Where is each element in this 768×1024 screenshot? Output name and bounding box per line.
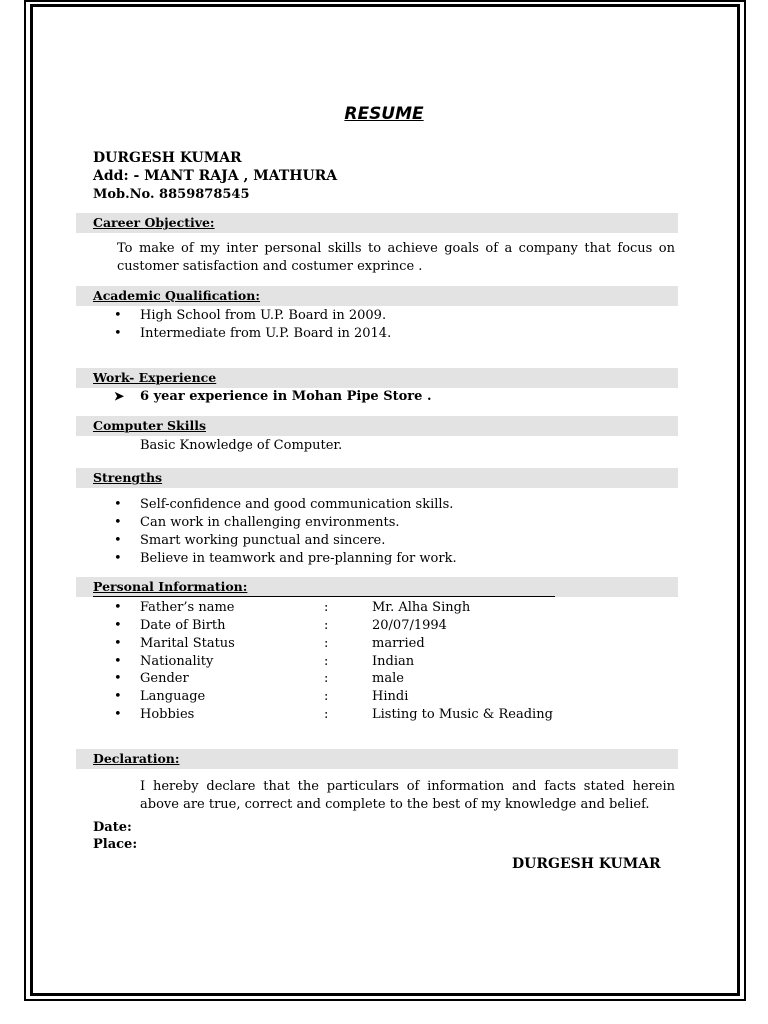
personal-info-value: 20/07/1994 [372, 618, 447, 633]
applicant-address: Add: - MANT RAJA , MATHURA [93, 168, 338, 184]
personal-info-value: Mr. Alha Singh [372, 600, 471, 615]
section-header-career-objective [76, 213, 678, 233]
date-label: Date: [93, 820, 132, 835]
bullet-icon: • [114, 636, 122, 651]
list-item [114, 326, 391, 341]
personal-info-row [114, 618, 447, 633]
section-label: Declaration: [93, 751, 180, 766]
list-item-text: Intermediate from U.P. Board in 2014. [140, 326, 392, 341]
list-item-text: Smart working punctual and sincere. [140, 533, 386, 548]
personal-info-value: Indian [372, 654, 415, 669]
personal-info-row [114, 689, 409, 704]
separator: : [324, 618, 329, 633]
computer-skills-text: Basic Knowledge of Computer. [140, 438, 343, 453]
document-title: RESUME [344, 104, 424, 124]
bullet-icon: • [114, 654, 122, 669]
applicant-name: DURGESH KUMAR [93, 150, 242, 166]
bullet-icon: • [114, 515, 122, 530]
section-label: Academic Qualification: [93, 288, 260, 303]
bullet-icon: • [114, 551, 122, 566]
list-item-text: Can work in challenging environments. [140, 515, 400, 530]
section-underline [93, 596, 555, 597]
bullet-icon: • [114, 618, 122, 633]
personal-info-key: Hobbies [140, 707, 195, 722]
bullet-icon: • [114, 533, 122, 548]
signature-name: DURGESH KUMAR [512, 856, 661, 872]
list-item [114, 551, 457, 566]
list-item-text: Believe in teamwork and pre-planning for work. [140, 551, 457, 566]
section-label: Career Objective: [93, 215, 215, 230]
separator: : [324, 654, 329, 669]
list-item [114, 515, 400, 530]
separator: : [324, 707, 329, 722]
separator: : [324, 671, 329, 686]
bullet-icon: • [114, 707, 122, 722]
separator: : [324, 689, 329, 704]
personal-info-row [114, 636, 425, 651]
section-label: Computer Skills [93, 418, 206, 433]
list-item-text: 6 year experience in Mohan Pipe Store . [140, 389, 432, 404]
section-label: Strengths [93, 470, 163, 485]
personal-info-value: married [372, 636, 425, 651]
personal-info-row [114, 707, 553, 722]
list-item [114, 308, 386, 323]
bullet-icon: • [114, 689, 122, 704]
career-objective-text: To make of my inter personal skills to achieve goals of a company that focus on customer satisfaction and costumer exprince . [117, 241, 675, 274]
declaration-text: I hereby declare that the particulars of information and facts stated herein above are true, correct and complete to the best of my knowledge and belief. [140, 779, 675, 812]
place-label: Place: [93, 837, 138, 852]
list-item [114, 533, 385, 548]
personal-info-row [114, 654, 415, 669]
separator: : [324, 636, 329, 651]
separator: : [324, 600, 329, 615]
section-header-academic [76, 286, 678, 306]
personal-info-key: Marital Status [140, 636, 235, 651]
personal-info-value: male [372, 671, 404, 686]
section-header-computer [76, 416, 678, 436]
bullet-icon: • [114, 326, 122, 341]
bullet-icon: • [114, 600, 122, 615]
list-item [114, 497, 453, 512]
personal-info-row [114, 600, 471, 615]
list-item [114, 389, 431, 404]
applicant-mobile: Mob.No. 8859878545 [93, 187, 250, 202]
personal-info-value: Listing to Music & Reading [372, 707, 553, 722]
personal-info-key: Father’s name [140, 600, 235, 615]
personal-info-row [114, 671, 404, 686]
bullet-icon: • [114, 497, 122, 512]
personal-info-value: Hindi [372, 689, 409, 704]
list-item-text: Self-confidence and good communication skills. [140, 497, 454, 512]
section-header-personal [76, 577, 678, 597]
list-item-text: High School from U.P. Board in 2009. [140, 308, 387, 323]
personal-info-key: Date of Birth [140, 618, 226, 633]
personal-info-key: Nationality [140, 654, 214, 669]
arrow-bullet-icon: ➤ [114, 389, 125, 403]
bullet-icon: • [114, 671, 122, 686]
section-header-declaration [76, 749, 678, 769]
bullet-icon: • [114, 308, 122, 323]
section-label: Personal Information: [93, 579, 248, 594]
section-label: Work- Experience [93, 370, 217, 385]
section-header-strengths [76, 468, 678, 488]
section-header-work [76, 368, 678, 388]
personal-info-key: Language [140, 689, 206, 704]
personal-info-key: Gender [140, 671, 189, 686]
